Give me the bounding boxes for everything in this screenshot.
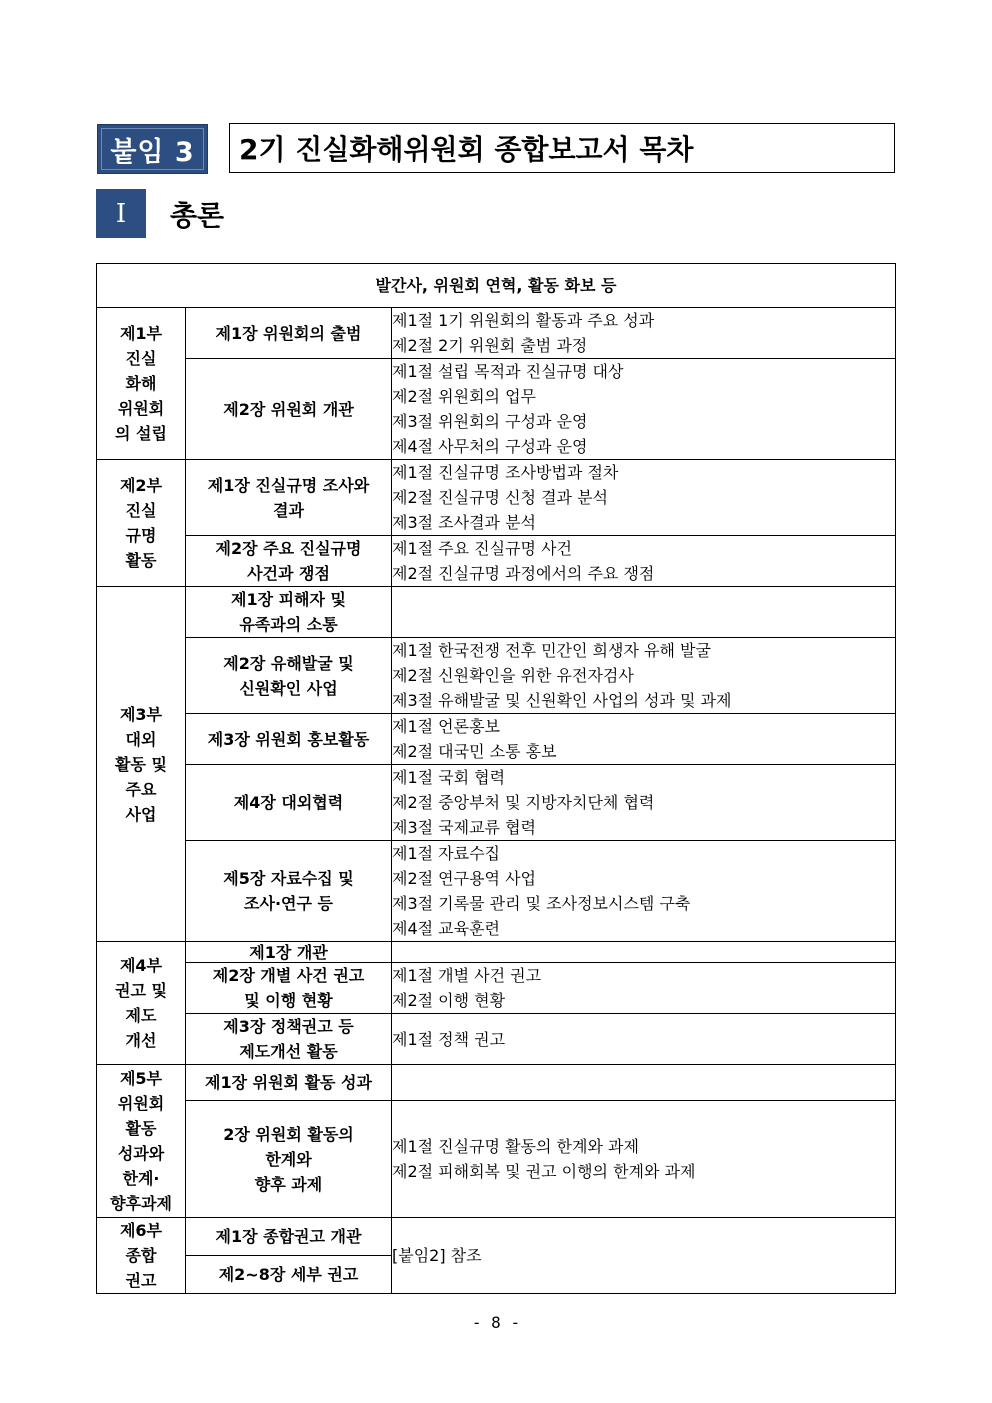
table-row [97,359,896,460]
chapter-label: 제1장 위원회 활동 성과 [205,1073,372,1092]
chapter-cell [186,1014,392,1065]
section-item: 제1절 언론홍보 [392,717,501,736]
sections-cell [392,1014,896,1065]
section-item: 제1절 개별 사건 권고 [392,966,542,985]
part-label: 제3부 [119,704,163,724]
part-label: 제도 [125,1006,157,1025]
chapter-label: 신원확인 사업 [239,678,338,698]
chapter-label: 제4장 대외협력 [233,793,344,812]
section-item: 제4절 교육훈련 [392,919,501,938]
section-item: 제2절 위원회의 업무 [392,387,536,406]
section-item: 제1절 설립 목적과 진실규명 대상 [392,362,624,381]
chapter-cell [186,359,392,460]
part-label: 사업 [125,804,157,824]
part-label: 제4부 [119,956,163,975]
section-item: 제1절 국회 협력 [392,768,506,787]
section-item: 제3절 기록물 관리 및 조사정보시스템 구축 [392,894,691,913]
part-label: 진실 [125,349,157,368]
chapter-cell [186,765,392,841]
sections-cell [392,460,896,536]
part-cell [97,942,186,1065]
chapter-label: 제1장 종합권고 개관 [215,1227,362,1246]
section-item: 제1절 진실규명 조사방법과 절차 [392,463,619,482]
section-item: 제3절 조사결과 분석 [392,513,536,532]
table-row [97,1218,896,1256]
section-item: 제1절 1기 위원회의 활동과 주요 성과 [392,311,655,330]
appendix-badge-label: 붙임 3 [110,136,195,168]
section-item: 제2절 대국민 소통 홍보 [392,742,557,761]
part-label: 활동 [125,1119,157,1138]
chapter-label: 제1장 개관 [249,942,328,962]
sections-cell-empty [392,587,896,638]
part-label: 향후과제 [110,1194,172,1213]
section-item: 제2절 피해회복 및 권고 이행의 한계와 과제 [392,1162,696,1181]
part-label: 활동 및 [115,754,167,774]
section-item: 제2절 중앙부처 및 지방자치단체 협력 [392,793,655,812]
chapter-cell [186,587,392,638]
chapter-label: 제도개선 활동 [239,1042,338,1061]
chapter-label: 2장 위원회 활동의 [223,1124,354,1144]
section-number: I [115,198,127,229]
chapter-cell [186,536,392,587]
sections-cell [392,1218,896,1294]
part-cell [97,1065,186,1218]
part-label: 의 설립 [115,424,167,443]
table-row [97,963,896,1014]
part-label: 위원회 [117,399,165,418]
chapter-label: 제2장 위원회 개관 [223,399,354,419]
table-row [97,714,896,765]
chapter-label: 제1장 피해자 및 [230,590,346,609]
sections-cell [392,359,896,460]
table-row [97,536,896,587]
page-number: - 8 - [471,1313,521,1332]
table-row [97,638,896,714]
appendix-badge [97,124,208,174]
sections-cell-empty [392,942,896,963]
sections-cell [392,963,896,1014]
section-item: 제2절 이행 현황 [392,991,506,1010]
section-title: 총론 [170,198,225,232]
chapter-label: 향후 과제 [254,1174,323,1194]
section-item: 제2절 신원확인을 위한 유전자검사 [392,666,634,685]
table-row [97,1101,896,1218]
part-label: 주요 [125,779,157,799]
toc-header-row [97,264,896,308]
chapter-label: 제3장 위원회 홍보활동 [207,729,370,749]
table-row [97,841,896,942]
table-row [97,308,896,359]
chapter-cell [186,714,392,765]
section-item: 제2절 진실규명 과정에서의 주요 쟁점 [392,564,655,583]
section-item: 제2절 진실규명 신청 결과 분석 [392,488,608,507]
part-label: 규명 [125,526,157,545]
section-number-box [96,189,146,238]
section-item: 제3절 위원회의 구성과 운영 [392,412,588,431]
part-label: 제6부 [119,1221,163,1240]
sections-cell [392,308,896,359]
chapter-cell [186,1065,392,1101]
section-item: 제3절 국제교류 협력 [392,818,536,837]
chapter-label: 제1장 진실규명 조사와 [207,475,370,495]
chapter-cell [186,963,392,1014]
part-cell [97,308,186,460]
section-item: 제1절 진실규명 활동의 한계와 과제 [392,1137,639,1156]
part-label: 위원회 [117,1094,165,1113]
chapter-cell [186,841,392,942]
section-item: 제1절 정책 권고 [392,1029,506,1049]
part-label: 권고 및 [115,981,167,1000]
table-row [97,1065,896,1101]
sections-cell [392,714,896,765]
chapter-label: 제2장 유해발굴 및 [223,653,354,673]
chapter-label: 유족과의 소통 [239,615,338,634]
chapter-cell [186,460,392,536]
part-label: 화해 [125,374,157,393]
part-label: 권고 [125,1271,157,1290]
part-label: 종합 [125,1246,157,1265]
part-cell [97,460,186,587]
table-row [97,942,896,963]
sections-cell [392,765,896,841]
section-item: 제1절 자료수집 [392,844,501,863]
chapter-label: 및 이행 현황 [244,991,333,1010]
chapter-label: 한계와 [265,1149,312,1169]
chapter-cell [186,1218,392,1256]
sections-cell [392,1101,896,1218]
table-row [97,765,896,841]
chapter-cell [186,1256,392,1294]
sections-cell [392,638,896,714]
chapter-label: 사건과 쟁점 [247,564,330,583]
sections-cell-empty [392,1065,896,1101]
chapter-cell [186,638,392,714]
sections-cell [392,841,896,942]
section-item: 제2절 연구용역 사업 [392,869,536,888]
toc-table [96,263,896,1294]
chapter-cell [186,1101,392,1218]
sections-cell [392,536,896,587]
part-label: 제5부 [119,1069,163,1088]
part-label: 제2부 [119,476,163,495]
section-item: 제3절 유해발굴 및 신원확인 사업의 성과 및 과제 [392,691,732,710]
chapter-label: 제3장 정책권고 등 [223,1017,354,1036]
chapter-label: 제2장 주요 진실규명 [215,539,362,558]
part-label: 개선 [125,1031,157,1050]
part-label: 한계· [122,1169,160,1188]
section-item: 제4절 사무처의 구성과 운영 [392,437,588,456]
document-title-text: 2기 진실화해위원회 종합보고서 목차 [239,133,694,166]
section-item: 제1절 주요 진실규명 사건 [392,539,572,558]
document-title [229,123,895,173]
table-row [97,587,896,638]
chapter-label: 조사·연구 등 [244,894,333,913]
part-label: 제1부 [119,324,163,343]
part-label: 진실 [125,501,157,520]
badge-inner-border [101,128,204,170]
toc-header: 발간사, 위원회 연혁, 활동 화보 등 [97,264,896,308]
section-item: 제1절 한국전쟁 전후 민간인 희생자 유해 발굴 [392,641,711,660]
table-row [97,460,896,536]
table-row [97,1014,896,1065]
part-cell [97,587,186,942]
section-item: 제2절 2기 위원회 출범 과정 [392,336,588,355]
chapter-label: 제2장 개별 사건 권고 [212,966,365,985]
part-label: 성과와 [117,1144,165,1163]
chapter-cell [186,942,392,963]
chapter-label: 제2~8장 세부 권고 [218,1265,359,1284]
section-item: [붙임2] 참조 [392,1246,482,1265]
part-label: 활동 [125,551,157,570]
part-label: 대외 [125,729,157,749]
chapter-cell [186,308,392,359]
chapter-label: 제1장 위원회의 출범 [215,323,362,343]
chapter-label: 제5장 자료수집 및 [223,869,354,888]
part-cell [97,1218,186,1294]
chapter-label: 결과 [273,500,304,520]
